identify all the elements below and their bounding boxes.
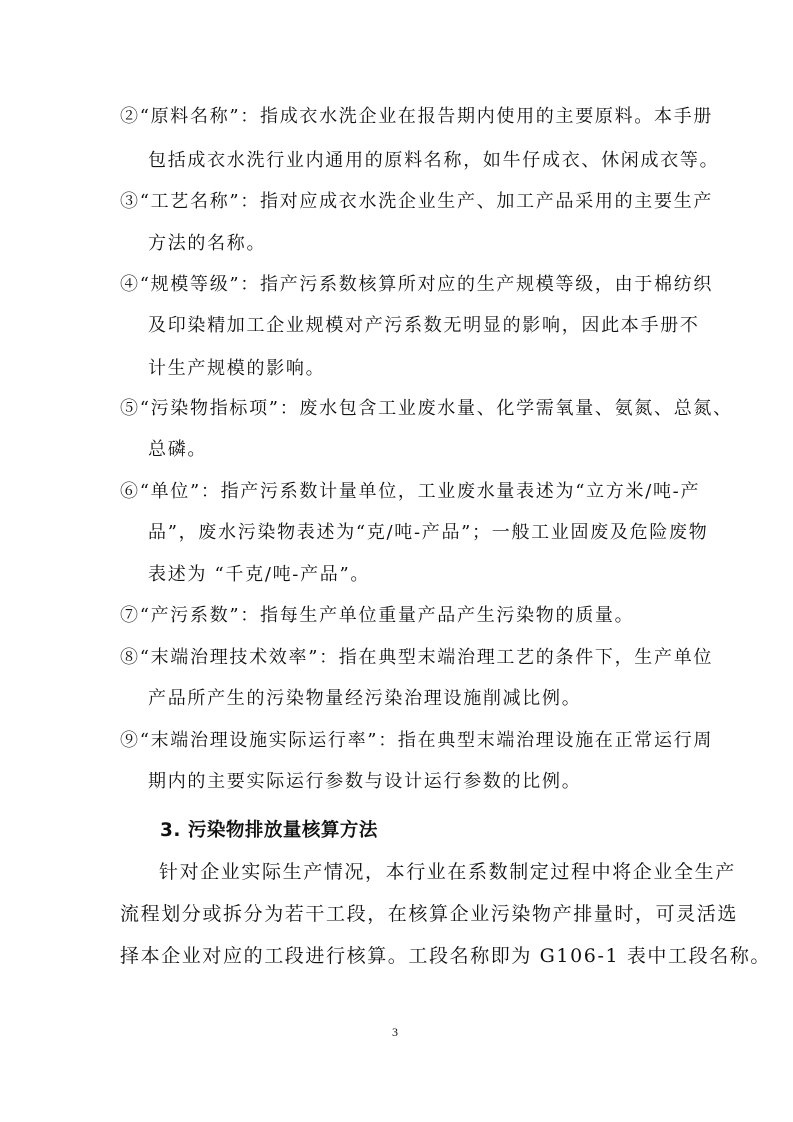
item-4-line-3: 计生产规模的影响。 — [148, 358, 326, 379]
paragraph-line-2: 流程划分或拆分为若干工段，在核算企业污染物产排量时，可灵活选 — [120, 903, 739, 925]
item-2-line-2: 包括成衣水洗行业内通用的原料名称，如牛仔成衣、休闲成衣等。 — [148, 150, 720, 171]
item-3-line-2: 方法的名称。 — [148, 233, 267, 254]
section-heading: 3. 污染物排放量核算方法 — [160, 820, 378, 841]
item-9-line-1: ⑨“末端治理设施实际运行率”：指在典型末端治理设施在正常运行周 — [120, 730, 714, 751]
item-7-line-1: ⑦“产污系数”：指每生产单位重量产品产生污染物的质量。 — [120, 605, 635, 626]
paragraph-line-3: 择本企业对应的工段进行核算。工段名称即为 G106-1 表中工段名称。 — [120, 945, 772, 967]
item-8-line-1: ⑧“末端治理技术效率”：指在典型末端治理工艺的条件下，生产单位 — [120, 647, 714, 668]
item-6-line-3: 表述为 “千克/吨-产品”。 — [148, 564, 371, 585]
item-8-line-2: 产品所产生的污染物量经污染治理设施削减比例。 — [148, 688, 582, 709]
paragraph-line-1: 针对企业实际生产情况，本行业在系数制定过程中将企业全生产 — [159, 861, 736, 883]
item-6-line-1: ⑥“单位”：指产污系数计量单位，工业废水量表述为“立方米/吨-产 — [120, 481, 701, 502]
item-9-line-2: 期内的主要实际运行参数与设计运行参数的比例。 — [148, 771, 582, 792]
item-2-line-1: ②“原料名称”：指成衣水洗企业在报告期内使用的主要原料。本手册 — [120, 106, 714, 127]
item-3-line-1: ③“工艺名称”：指对应成衣水洗企业生产、加工产品采用的主要生产 — [120, 191, 714, 212]
item-5-line-2: 总磷。 — [148, 439, 208, 460]
item-4-line-1: ④“规模等级”：指产污系数核算所对应的生产规模等级，由于棉纺织 — [120, 274, 714, 295]
item-6-line-2: 品”，废水污染物表述为“克/吨-产品”；一般工业固废及危险废物 — [148, 522, 709, 543]
item-4-line-2: 及印染精加工企业规模对产污系数无明显的影响，因此本手册不 — [148, 315, 700, 336]
page-number: 3 — [392, 1025, 398, 1039]
item-5-line-1: ⑤“污染物指标项”：废水包含工业废水量、化学需氧量、氨氮、总氮、 — [120, 398, 733, 419]
